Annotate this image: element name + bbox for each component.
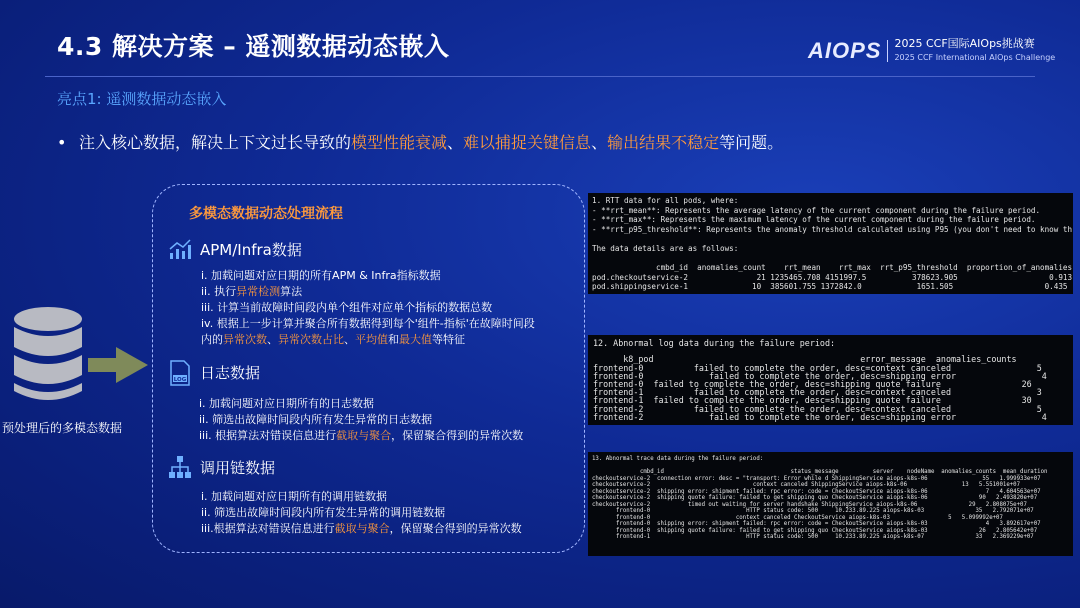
database-label: 预处理后的多模态数据 [2,421,123,435]
bullet-dot: • [57,133,67,152]
hierarchy-icon [168,455,192,479]
flow-panel-title: 多模态数据动态处理流程 [189,206,343,222]
bullet-em-1: 模型性能衰减 [351,133,448,152]
trace-section-title: 调用链数据 [200,458,276,477]
bullet-sep-2: 、 [591,133,608,152]
log-section-header [168,360,260,384]
terminal-line: checkoutservice-2 shipping quote failure: failed to get shipping quo CheckoutService aiops-k8s-06 90 2.493820e+07 [592,495,1038,501]
log-step-2: ii. 筛选出故障时间段内所有发生异常的日志数据 [199,413,433,426]
bullet-em-3: 输出结果不稳定 [607,133,720,152]
terminal-line: frontend-0 HTTP status code: 500 10.233.89.225 aiops-k8s-03 35 2.792071e+07 [592,508,1034,514]
terminal-line: frontend-2 failed to complete the order, desc=context canceled 5 [593,403,1042,414]
brand-title-cn: 2025 CCF国际AIOps挑战赛 [894,37,1035,50]
terminal-line: frontend-0 failed to complete the order, desc=context canceled 5 [593,362,1042,373]
apm-section-title: APM/Infra数据 [200,240,302,259]
apm-section-header [168,237,302,261]
log-steps [199,396,523,444]
terminal-line: pod.shippingservice-1 10 385601.755 1372842.0 1651.505 0.435 [592,282,1068,292]
trace-step-2: ii. 筛选出故障时间段内所有发生异常的调用链数据 [201,506,446,519]
terminal-line [592,254,1069,264]
highlight-heading: 亮点1: 遥测数据动态嵌入 [57,90,227,108]
bar-chart-icon [168,237,192,261]
terminal-line: frontend-0 failed to complete the order, desc=shipping error 4 [593,370,1047,381]
trace-data-panel [588,452,1073,556]
trace-step-1: i. 加载问题对应日期所有的调用链数据 [201,490,388,503]
terminal-line: checkoutservice-2 timed out waiting for server handshake ShippingService aiops-k8s-06 29 2.808075e+07 [592,501,1027,508]
terminal-line: frontend-0 context canceled CheckoutService aiops-k8s-03 5 5.099992e+07 [592,514,1003,521]
terminal-line: 1. RTT data for all pods, where: [592,196,739,205]
terminal-line: checkoutservice-2 shipping error: shipment failed: rpc error: code = CheckoutService aiops-k8s-06 7 4.604563e+07 [592,488,1041,495]
terminal-line: The data details are as follows: [592,243,739,253]
apm-step-4-cont: 内的异常次数、异常次数占比、平均值和最大值等特征 [201,333,465,346]
log-section-title: 日志数据 [200,363,261,382]
terminal-line: checkoutservice-2 context canceled ShippingService aiops-k8s-06 13 5.551001e+07 [592,482,1021,488]
trace-step-3: iii.根据算法对错误信息进行截取与聚合，保留聚合得到的异常次数 [201,522,522,535]
terminal-line: k8_pod error_message anomalies_counts [593,354,1017,365]
bullet-text-b: 等问题。 [719,133,784,152]
apm-steps [201,268,535,348]
apm-step-4: iv. 根据上一步计算并聚合所有数据得到每个'组件-指标'在故障时间段 [201,317,535,330]
summary-bullet [57,130,783,153]
header-divider [45,76,1035,77]
terminal-line: cmbd_id status_message server nodeName anomalies_counts mean_duration [592,469,1048,475]
slide-title: 4.3 解决方案 – 遥测数据动态嵌入 [57,32,450,61]
terminal-line: checkoutservice-2 connection error: desc = "transport: Error while d ShippingService aiops-k8s-06 55 1.999933e+07 [592,475,1041,482]
log-step-3: iii. 根据算法对错误信息进行截取与聚合，保留聚合得到的异常次数 [199,429,524,442]
arrow-right-icon [88,345,150,389]
terminal-line: frontend-1 HTTP status code: 500 10.233.89.225 aiops-k8s-07 33 2.369229e+07 [592,534,1034,540]
log-step-1: i. 加载问题对应日期所有的日志数据 [199,397,375,410]
terminal-line: - **rrt_mean**: Represents the average latency of the current component during the failure period. [592,205,1041,215]
terminal-line: frontend-1 failed to complete the order, desc=shipping quote failure 30 [593,395,1032,406]
brand-logo-block [808,38,1055,68]
terminal-line: - **rrt_p95_threshold**: Represents the anomaly threshold calculated using P95 (you don't need to know th [592,224,1073,234]
terminal-line: 13. Abnormal trace data during the failure period: [592,456,764,462]
svg-text:LOG: LOG [173,377,187,383]
trace-section-header [168,455,275,479]
brand-title-en: 2025 CCF International AIOps Challenge [894,53,1056,62]
terminal-line: frontend-1 failed to complete the order, desc=context canceled 3 [593,387,1042,398]
terminal-line: frontend-0 shipping error: shipment failed: rpc error: code = CheckoutService aiops-k8s-03 4 3.892617e+07 [592,521,1041,527]
log-file-icon [168,360,192,384]
terminal-line: cmbd_id anomalies_count rrt_mean rrt_max rrt_p95_threshold proportion_of_anomalies [592,263,1073,273]
apm-step-2: ii. 执行异常检测算法 [201,285,303,298]
terminal-line: - **rrt_max**: Represents the maximum latency of the current component during the failure period. [592,215,1036,225]
terminal-line: frontend-0 shipping quote failure: failed to get shipping quo CheckoutService aiops-k8s-03 26 2.805642e+07 [592,527,1038,534]
bullet-em-2: 难以捕捉关键信息 [463,133,592,152]
terminal-line: 12. Abnormal log data during the failure period: [593,338,836,348]
trace-steps [201,489,522,537]
apm-step-1: i. 加载问题对应日期的所有APM & Infra指标数据 [201,269,441,282]
bullet-sep-1: 、 [447,133,464,152]
bullet-text-a: 注入核心数据，解决上下文过长导致的 [79,133,352,152]
apm-step-3: iii. 计算当前故障时间段内单个组件对应单个指标的数据总数 [201,301,493,314]
brand-divider [887,40,888,62]
terminal-line: frontend-2 failed to complete the order, desc=shipping error 4 [593,411,1047,422]
terminal-line [592,234,1069,244]
log-data-panel [588,335,1073,425]
database-icon [10,305,86,405]
terminal-line: pod.checkoutservice-2 21 1235465.708 4151997.5 378623.905 0.913 [592,272,1073,282]
aiops-logo: AIOPS [808,38,882,63]
rtt-data-panel [588,193,1073,294]
brand-text [894,38,1055,64]
terminal-line: frontend-0 failed to complete the order, desc=shipping quote failure 26 [593,379,1032,390]
